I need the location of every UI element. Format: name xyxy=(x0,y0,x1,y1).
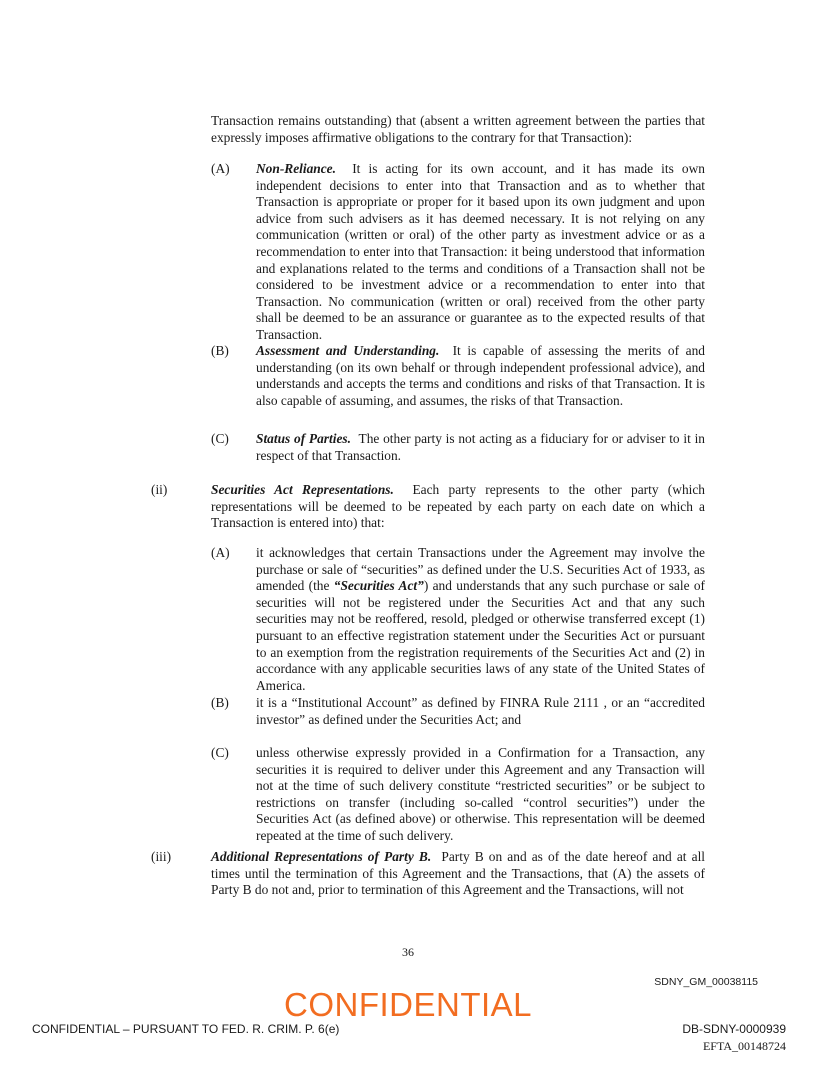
clause-iii-body: Party B on and as of the date hereof and at all times until the termination of this Agreement and the Transactions, that (A) the assets of Party B do not and, prior to termination of this Agreement and the Transactions, will not xyxy=(211,849,706,898)
clause-ii-text xyxy=(211,482,705,532)
confidential-stamp: CONFIDENTIAL xyxy=(283,986,533,1023)
clause-c1-heading: Status of Parties. xyxy=(256,431,351,446)
clause-b1-body: It is capable of assessing the merits of and understanding (on its own behalf or through independent professional advice), and understands and accepts the terms and conditions and risks of that Transaction. It is also capable of assuming, and assumes, the risks of that Transaction. xyxy=(256,343,705,408)
clause-a2-text xyxy=(256,545,705,694)
clause-a1-heading: Non-Reliance. xyxy=(256,161,336,176)
intro-paragraph: Transaction remains outstanding) that (absent a written agreement between the parties that expressly imposes affirmative obligations to the contrary for that Transaction): xyxy=(211,113,705,145)
clause-c1-body: The other party is not acting as a fiduciary for or adviser to it in respect of that Transaction. xyxy=(256,431,705,463)
clause-c1-label: (C) xyxy=(211,431,229,446)
bates-number: SDNY_GM_00038115 xyxy=(654,976,758,988)
efta-number: EFTA_00148724 xyxy=(702,1039,786,1053)
page-number: 36 xyxy=(402,945,414,959)
clause-c2-label: (C) xyxy=(211,745,229,760)
clause-iii-heading: Additional Representations of Party B. xyxy=(211,849,432,864)
clause-iii-label: (iii) xyxy=(151,849,172,864)
clause-b1-heading: Assessment and Understanding. xyxy=(256,343,440,358)
clause-ii-heading: Securities Act Representations. xyxy=(211,482,394,497)
clause-a1-body: It is acting for its own account, and it has made its own independent decisions to enter into that Transaction and as to whether that Transaction is appropriate or proper for it based upon its own judgment and upon advice from such advisers as it has deemed necessary. It is not relying on any communication (written or oral) of the other party as investment advice or as a recommendation to enter into that Transaction: it being understood that information and explanations related to the terms and conditions of a Transaction shall not be considered to be investment advice or a recommendation to enter into that Transaction. No communication (written or oral) received from the other party shall be deemed to be an assurance or guarantee as to the expected results of that Transaction. xyxy=(256,161,705,342)
clause-c1-text xyxy=(256,431,705,464)
clause-a1-label: (A) xyxy=(211,161,230,176)
footer-confidential-notice: CONFIDENTIAL – PURSUANT TO FED. R. CRIM. P. 6(e) xyxy=(32,1022,340,1036)
footer-document-id: DB-SDNY-0000939 xyxy=(682,1022,786,1036)
clause-ii-body: Each party represents to the other party (which representations will be deemed to be repeated by each party on each date on which a Transaction is entered into) that: xyxy=(211,482,705,531)
clause-a2-label: (A) xyxy=(211,545,230,560)
clause-b1-label: (B) xyxy=(211,343,229,358)
clause-ii-label: (ii) xyxy=(151,482,168,497)
clause-iii-text xyxy=(211,849,705,899)
clause-b1-text xyxy=(256,343,705,409)
clause-a2-body-end: ) and understands that any such purchase or sale of securities will not be registered under the Securities Act and that any such securities may not be reoffered, resold, pledged or otherwise transferred except (1) pursuant to an effective registration statement under the Securities Act or pursuant to an exemption from the registration requirements of the Securities Act and (2) in accordance with any applicable securities laws of any state of the United States of America. xyxy=(256,578,705,693)
clause-a1-text xyxy=(256,161,705,344)
clause-b2-text: it is a “Institutional Account” as defined by FINRA Rule 2111 , or an “accredited investor” as defined under the Securities Act; and xyxy=(256,695,705,727)
clause-b2-label: (B) xyxy=(211,695,229,710)
clause-a2-body-start: it acknowledges that certain Transactions under the Agreement may involve the purchase or sale of “securities” as defined under the U.S. Securities Act of 1933, as amended (the xyxy=(256,545,705,594)
clause-c2-text: unless otherwise expressly provided in a Confirmation for a Transaction, any securities it is required to deliver under this Agreement and any Transaction will not at the time of such delivery constitute “restricted securities” or be subject to restrictions on transfer (including so-called “control securities”) under the Securities Act (as defined above) or otherwise. This representation will be deemed repeated at the time of such delivery. xyxy=(256,745,705,843)
clause-a2-defined-term: “Securities Act” xyxy=(333,578,424,594)
